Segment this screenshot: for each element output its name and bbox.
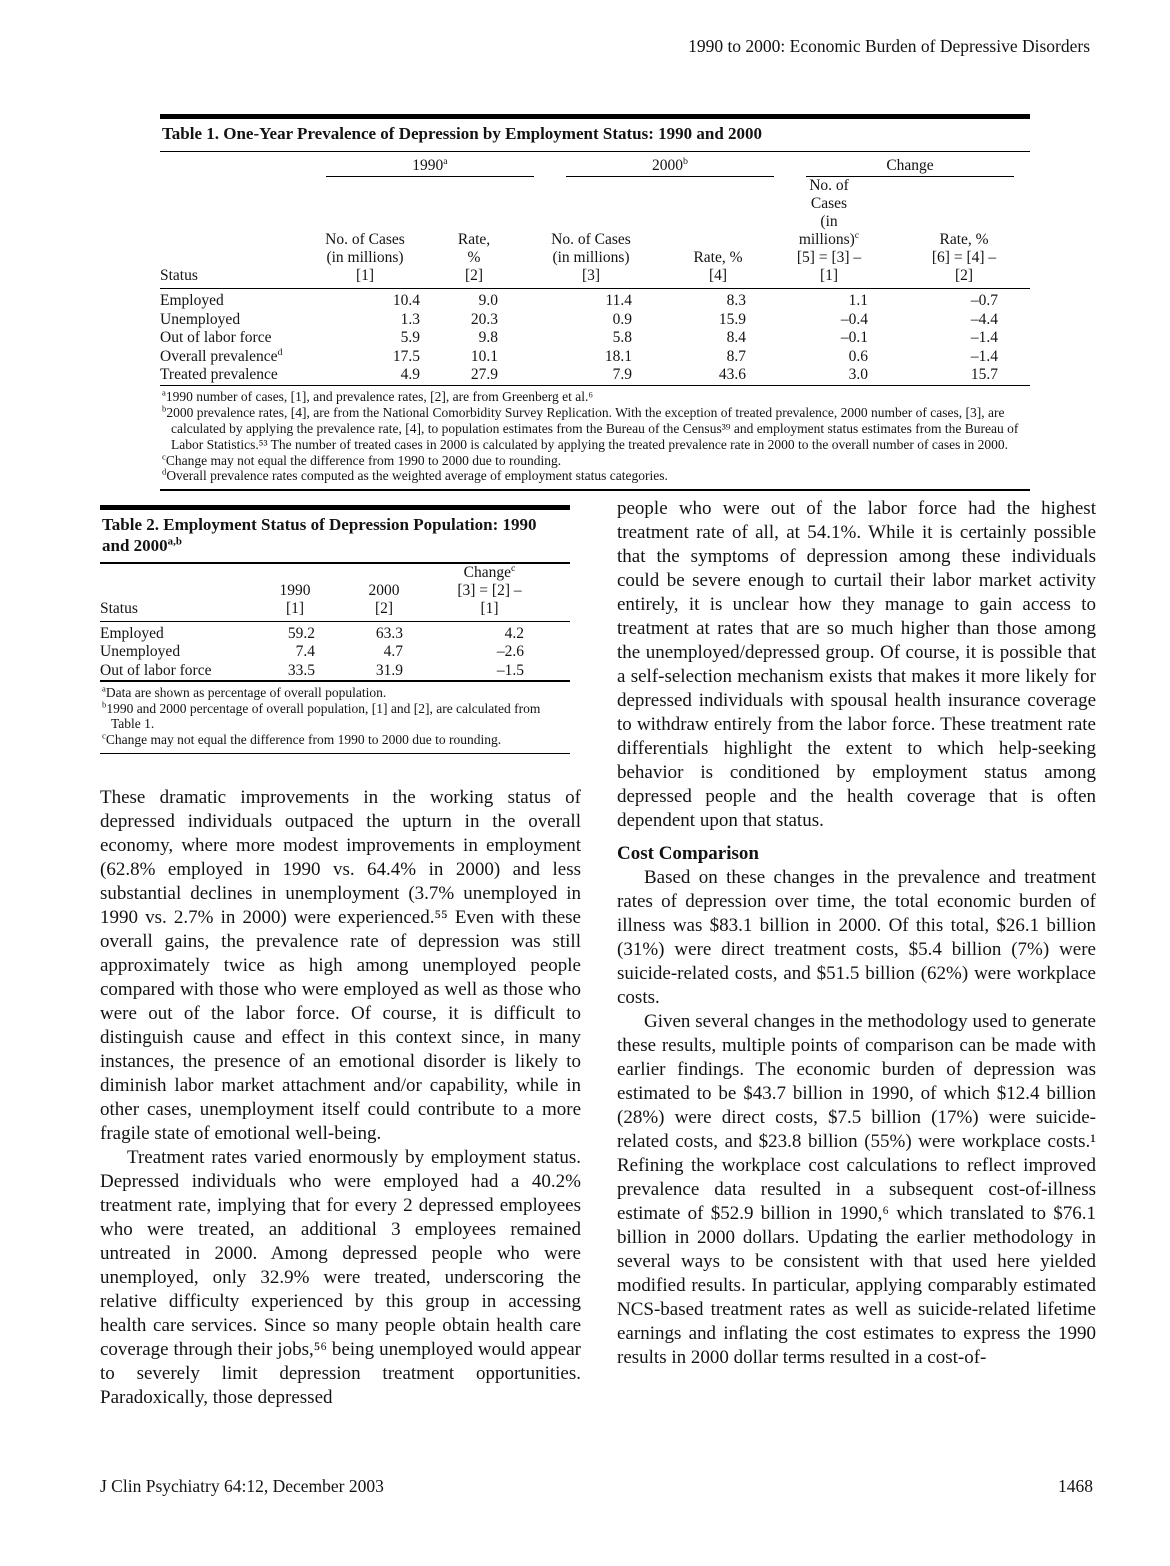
table-cell: 5.9 bbox=[400, 329, 420, 347]
status-column-header: Status bbox=[160, 177, 310, 289]
table-footnote: $^a$Data are shown as percentage of overall population. bbox=[102, 683, 387, 700]
column-header-line: [2] bbox=[464, 267, 484, 284]
column-header-line: Change$^c$ bbox=[463, 562, 516, 581]
table-cell: 11.4 bbox=[605, 292, 632, 309]
column-header bbox=[365, 564, 455, 622]
table-cell: 0.6 bbox=[848, 347, 869, 365]
column-group-label: 1990$^a$ bbox=[326, 152, 534, 177]
column-group-header bbox=[790, 152, 1030, 177]
table-cell: 1.1 bbox=[848, 292, 869, 309]
table-row bbox=[100, 621, 570, 643]
column-header-line: No. of Cases bbox=[325, 231, 405, 248]
table-footnote: $^b$2000 prevalence rates, [4], are from the National Comorbidity Survey Replication. With the exception of treated prevalence, 2000 number of cases, [3], are calculated by applying the prevalence rate, [4], to population estimates from the Bureau of the Census³⁹ and employment status estimates from the Bureau of Labor Statistics.⁵³ The number of treated cases in 2000 is calculated by applying the treated prevalence rate in 2000 to the overall number of cases in 2000. bbox=[162, 403, 1019, 452]
page-number: 1468 bbox=[1058, 1476, 1093, 1496]
journal-citation: J Clin Psychiatry 64:12, December 2003 bbox=[100, 1476, 384, 1496]
table-row bbox=[100, 643, 570, 662]
column-header-line: (in millions)$^c$ bbox=[798, 213, 860, 248]
column-header bbox=[550, 177, 690, 289]
column-group-header bbox=[310, 152, 550, 177]
table-cell: –0.4 bbox=[840, 310, 869, 328]
table-cell: 59.2 bbox=[287, 624, 315, 642]
table-cell: 18.1 bbox=[604, 347, 632, 365]
table1-group-row bbox=[160, 152, 1030, 177]
table-cell: 15.7 bbox=[970, 366, 999, 384]
table-cell: 33.5 bbox=[287, 661, 315, 679]
table-cell: 4.9 bbox=[400, 366, 420, 384]
table-cell: 1.3 bbox=[400, 310, 420, 328]
column-header bbox=[450, 177, 550, 289]
table-cell: –1.5 bbox=[496, 661, 524, 679]
left-column bbox=[100, 786, 581, 1410]
column-header-line: Rate, % bbox=[457, 231, 491, 266]
column-header bbox=[310, 177, 450, 289]
column-header-line: [2] bbox=[374, 599, 394, 617]
column-header-line: [1] bbox=[355, 267, 375, 284]
column-header bbox=[455, 564, 570, 622]
table-cell: –0.7 bbox=[970, 292, 999, 309]
table-cell: –4.4 bbox=[970, 310, 999, 328]
paragraph: Treatment rates varied enormously by employment status. Depressed individuals who were employed had a 40.2% treatment rate, implying that for every 2 depressed employees who were treated, an additional 3 employees remained untreated in 2000. Among depressed people who were unemployed, only 32.9% were treated, underscoring the relative difficulty experienced by this group in accessing health care services. Since so many people obtain health care coverage through their jobs,⁵⁶ being unemployed would appear to severely limit depression treatment opportunities. Paradoxically, those depressed bbox=[100, 1147, 581, 1408]
row-status: Out of labor force bbox=[160, 329, 272, 347]
table-cell: 20.3 bbox=[470, 310, 498, 328]
table-footnote: $^b$1990 and 2000 percentage of overall population, [1] and [2], are calculated from Table 1. bbox=[102, 699, 541, 732]
table1-footnotes bbox=[160, 386, 1030, 489]
table-row bbox=[160, 289, 1030, 311]
column-header-line: 2000 bbox=[368, 581, 400, 599]
column-header bbox=[930, 177, 1030, 289]
table-cell: 7.4 bbox=[295, 643, 315, 661]
table-row bbox=[160, 311, 1030, 330]
table-footnote: $^d$Overall prevalence rates computed as the weighted average of employment status categories. bbox=[162, 466, 668, 484]
table1-body bbox=[160, 289, 1030, 385]
table1-title: Table 1. One-Year Prevalence of Depression by Employment Status: 1990 and 2000 bbox=[162, 124, 763, 143]
column-header-line: [5] = [3] – [1] bbox=[796, 249, 862, 284]
row-status: Treated prevalence bbox=[160, 366, 278, 384]
table-cell: 8.4 bbox=[726, 329, 747, 347]
row-status: Employed bbox=[100, 624, 164, 642]
table2-footnotes bbox=[100, 682, 570, 753]
table-cell: –2.6 bbox=[496, 643, 524, 661]
column-header-line: 1990 bbox=[279, 581, 311, 599]
table2-title-text: Table 2. Employment Status of Depression Population: 1990 and 2000 bbox=[102, 515, 537, 555]
table-cell: 3.0 bbox=[848, 366, 869, 384]
table-cell: 31.9 bbox=[375, 661, 403, 679]
table-row bbox=[160, 348, 1030, 367]
paragraph: people who were out of the labor force had the highest treatment rate of all, at 54.1%. While it is certainly possible that the symptoms of depression among these individuals could be severe enough to curtail their labor market activity entirely, it is unclear how they manage to gain access to treatment at rates that are so much higher than those among the unemployed/depressed group. Of course, it is possible that a self-selection mechanism exists that makes it more likely for depressed individuals with spousal health insurance coverage to withdraw entirely from the labor force. These treatment rate differentials highlight the extent to which help-seeking behavior is conditioned by employment status among depressed people and the health coverage that is often dependent upon that status. bbox=[617, 498, 1096, 831]
paragraph: Based on these changes in the prevalence and treatment rates of depression over time, the total economic burden of illness was $83.1 billion in 2000. Of this total, $26.1 billion (31%) were direct treatment costs, $5.4 billion (7%) were suicide-related costs, and $51.5 billion (62%) were workplace costs. bbox=[617, 867, 1096, 1008]
column-header-line: [3] bbox=[581, 267, 601, 284]
table-cell: 9.0 bbox=[478, 292, 498, 309]
running-head: 1990 to 2000: Economic Burden of Depressive Disorders bbox=[688, 36, 1090, 56]
table2-title-sup: a,b bbox=[167, 534, 182, 547]
column-group-label: 2000$^b$ bbox=[566, 152, 774, 177]
row-status: Unemployed bbox=[100, 643, 181, 661]
table-row bbox=[160, 366, 1030, 385]
column-header-line: Rate, % bbox=[939, 231, 989, 248]
row-status: Overall prevalence$^d$ bbox=[160, 346, 283, 365]
section-heading: Cost Comparison bbox=[617, 843, 759, 864]
table-cell: –1.4 bbox=[970, 329, 999, 347]
table-cell: 15.9 bbox=[718, 310, 747, 328]
column-header-line: [6] = [4] – [2] bbox=[931, 249, 997, 284]
table2-grid bbox=[100, 564, 570, 681]
table-footnote: $^a$1990 number of cases, [1], and prevalence rates, [2], are from Greenberg et al.⁶ bbox=[162, 387, 594, 405]
table-cell: –1.4 bbox=[970, 347, 999, 365]
table-cell: –0.1 bbox=[840, 329, 869, 347]
column-header bbox=[275, 564, 365, 622]
column-header bbox=[690, 177, 790, 289]
column-header-line: [4] bbox=[708, 267, 728, 284]
table-cell: 4.7 bbox=[383, 643, 403, 661]
row-status: Out of labor force bbox=[100, 661, 212, 679]
column-header bbox=[790, 177, 930, 289]
right-column bbox=[617, 497, 1096, 1370]
table1-grid bbox=[160, 152, 1030, 385]
table-cell: 9.8 bbox=[478, 329, 498, 347]
column-group-header bbox=[550, 152, 790, 177]
column-header-line: No. of Cases bbox=[809, 177, 849, 212]
column-header-line: [3] = [2] – [1] bbox=[457, 581, 522, 617]
table1-subheader-row bbox=[160, 177, 1030, 289]
table2-title bbox=[100, 510, 570, 562]
row-status: Unemployed bbox=[160, 310, 241, 328]
table-cell: 10.4 bbox=[392, 292, 420, 309]
column-header-line: [1] bbox=[285, 599, 305, 617]
column-header-line: Rate, % bbox=[693, 249, 743, 266]
empty-cell bbox=[160, 152, 310, 177]
table-cell: 8.3 bbox=[726, 292, 747, 309]
table-row bbox=[100, 662, 570, 681]
table-row bbox=[160, 329, 1030, 348]
status-column-header: Status bbox=[100, 564, 275, 622]
table-2 bbox=[100, 505, 570, 754]
table2-subheader-row bbox=[100, 564, 570, 622]
row-status: Employed bbox=[160, 292, 224, 309]
column-group-label: Change bbox=[806, 152, 1014, 177]
paragraph: These dramatic improvements in the working status of depressed individuals outpaced the upturn in the overall economy, where more modest improvements in employment (62.8% employed in 1990 vs. 64.4% in 2000) and less substantial declines in unemployment (3.7% unemployed in 1990 vs. 2.7% in 2000) were experienced.⁵⁵ Even with these overall gains, the prevalence rate of depression was still approximately twice as high among unemployed people compared with those who were employed as well as those who were out of the labor force. Of course, it is difficult to distinguish cause and effect in this context since, in many instances, the presence of an emotional disorder is likely to diminish labor market attachment and/or capability, while in other cases, unemployment itself could contribute to a more fragile state of emotional well-being. bbox=[100, 787, 581, 1144]
column-header-line: (in millions) bbox=[552, 249, 630, 266]
table-cell: 8.7 bbox=[726, 347, 747, 365]
table2-bottom-rule bbox=[100, 753, 570, 755]
column-header-line: (in millions) bbox=[326, 249, 404, 266]
paragraph: Given several changes in the methodology used to generate these results, multiple points of comparison can be made with earlier findings. The economic burden of depression was estimated to be $43.7 billion in 1990, of which $12.4 billion (28%) were direct costs, $7.5 billion (17%) were suicide-related costs, and $23.8 billion (55%) were workplace costs.¹ Refining the workplace cost calculations to reflect improved prevalence data resulted in a subsequent cost-of-illness estimate of $52.9 billion in 1990,⁶ which translated to $76.1 billion in 2000 dollars. Updating the earlier methodology in several ways to be consistent with that used here yielded modified results. In particular, applying comparably estimated NCS-based treatment rates as well as suicide-related lifetime earnings and inflating the cost estimates to express the 1990 results in 2000 dollar terms resulted in a cost-of- bbox=[617, 1011, 1096, 1368]
table-cell: 10.1 bbox=[470, 347, 498, 365]
table1-bottom-rule bbox=[160, 489, 1030, 491]
table-1 bbox=[160, 114, 1030, 491]
table-cell: 17.5 bbox=[392, 347, 420, 365]
table-cell: 0.9 bbox=[612, 310, 632, 328]
table-cell: 27.9 bbox=[470, 366, 498, 384]
table-cell: 7.9 bbox=[612, 366, 632, 384]
table-cell: 43.6 bbox=[718, 366, 747, 384]
table-cell: 63.3 bbox=[375, 624, 403, 642]
column-header-line: No. of Cases bbox=[551, 231, 631, 248]
table2-body bbox=[100, 621, 570, 680]
table-footnote: $^c$Change may not equal the difference from 1990 to 2000 due to rounding. bbox=[162, 451, 562, 468]
table-footnote: $^c$Change may not equal the difference from 1990 to 2000 due to rounding. bbox=[102, 730, 502, 748]
table-cell: 4.2 bbox=[504, 624, 524, 642]
table-cell: 5.8 bbox=[612, 329, 632, 347]
